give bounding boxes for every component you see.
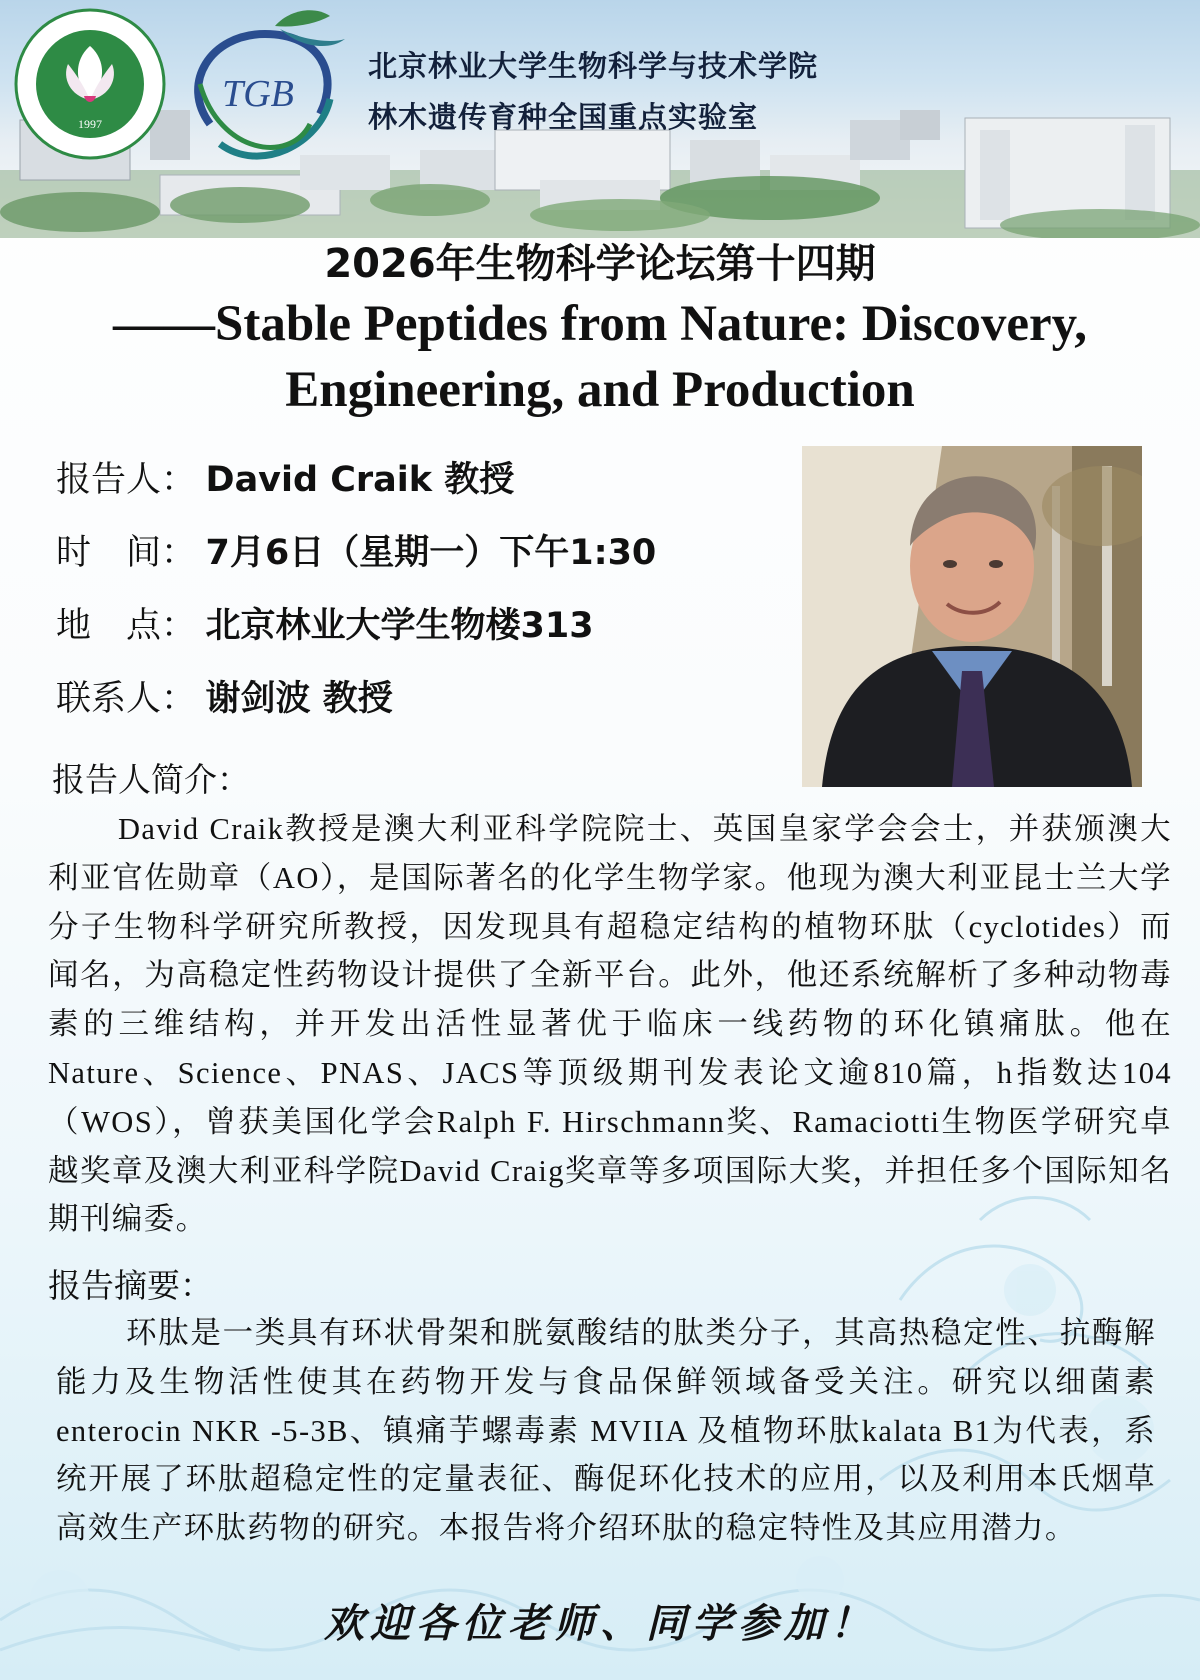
lecture-title-line2: Engineering, and Production	[285, 362, 915, 418]
bio-paragraph: David Craik教授是澳大利亚科学院院士、英国皇家学会会士，并获颁澳大利亚官佐勋章（AO），是国际著名的化学生物学家。他现为澳大利亚昆士兰大学分子生物科学研究所教授，因发现具有超稳定结构的植物环肽（cyclotides）而闻名，为高稳定性药物设计提供了全新平台。此外，他还系统解析了多种动物毒素的三维结构，并开发出活性显著优于临床一线药物的环化镇痛肽。他在Nature、Science、PNAS、JACS等顶级期刊发表论文逾810篇，h指数达104（WOS），曾获美国化学会Ralph F. Hirschmann奖、Ramaciotti生物医学研究卓越奖章及澳大利亚科学院David Craig奖章等多项国际大奖，并担任多个国际知名期刊编委。	[48, 812, 1172, 1237]
location-value: 北京林业大学生物楼313	[205, 606, 594, 646]
welcome-message: 欢迎各位老师、同学参加！	[324, 1600, 876, 1647]
speaker-label: 报告人：	[56, 460, 197, 500]
abstract-heading: 报告摘要：	[48, 1266, 213, 1305]
speaker-photo	[802, 446, 1142, 787]
time-row	[56, 525, 656, 575]
logo-year: 1997	[78, 117, 102, 131]
lecture-title-line1: ——Stable Peptides from Nature: Discovery,	[112, 296, 1088, 352]
speaker-row	[56, 452, 514, 502]
laboratory-name: 林木遗传育种全国重点实验室	[368, 100, 759, 134]
location-row	[56, 598, 594, 648]
contact-row	[56, 671, 393, 721]
header-banner	[0, 0, 1200, 238]
lab-logo	[180, 4, 350, 170]
location-label: 地 点：	[56, 606, 197, 646]
college-logo	[14, 8, 166, 160]
institution-name: 北京林业大学生物科学与技术学院	[368, 49, 819, 83]
time-label: 时 间：	[56, 533, 197, 573]
forum-title: 2026年生物科学论坛第十四期	[324, 241, 876, 287]
lab-logo-text: TGB	[222, 73, 294, 115]
bio-heading: 报告人简介：	[52, 760, 250, 799]
abstract-paragraph: 环肽是一类具有环状骨架和胱氨酸结的肽类分子，其高热稳定性、抗酶解能力及生物活性使其在药物开发与食品保鲜领域备受关注。研究以细菌素enterocin NKR -5-3B、镇痛芋螺毒素 MVIIA 及植物环肽kalata B1为代表，系统开展了环肽超稳定性的定量表征、酶促环化技术的应用，以及利用本氏烟草高效生产环肽药物的研究。本报告将介绍环肽的稳定特性及其应用潜力。	[56, 1316, 1156, 1546]
contact-value: 谢剑波 教授	[205, 679, 393, 719]
speaker-value: David Craik 教授	[205, 460, 515, 500]
time-value: 7月6日（星期一）下午1:30	[205, 533, 657, 573]
contact-label: 联系人：	[56, 679, 197, 719]
